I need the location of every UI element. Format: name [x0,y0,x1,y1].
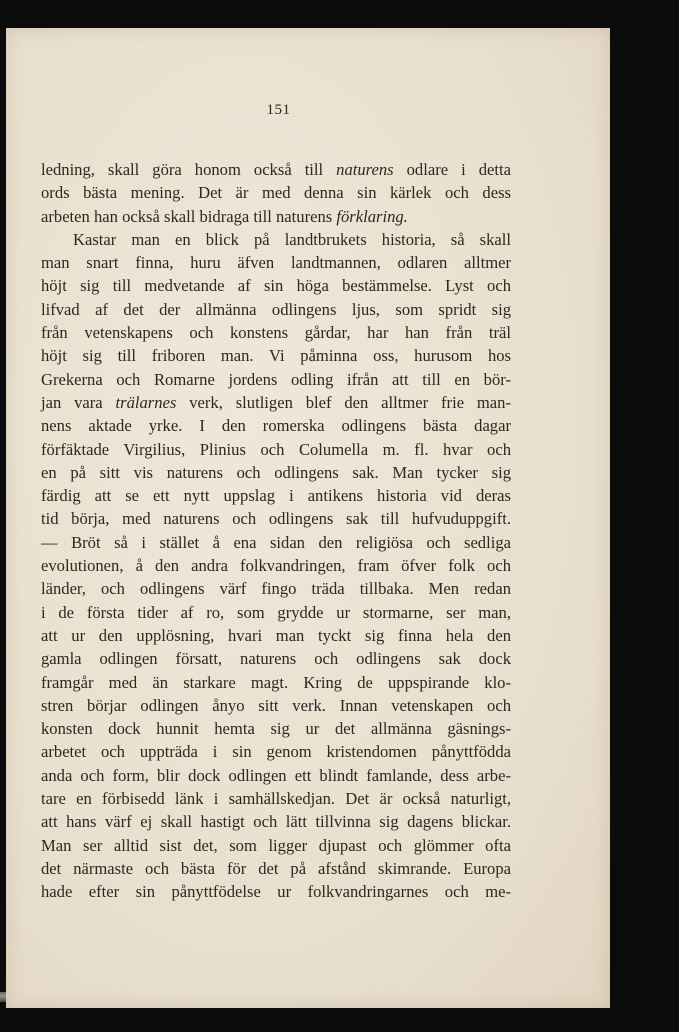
text-line [41,787,511,810]
text-segment: framgår med än starkare magt. Kring de uppspirande klo- [41,672,511,692]
text-line [41,531,511,554]
text-segment: anda och form, blir dock odlingen ett blindt famlande, dess arbe- [41,765,511,785]
text-line [41,368,511,391]
book-page [6,28,610,1008]
text-line [41,251,511,274]
text-line [41,740,511,763]
text-line [41,344,511,367]
text-segment: jan vara [41,392,116,412]
body-text [41,158,511,904]
text-line [41,438,511,461]
text-line [41,810,511,833]
italic-text: förklaring. [336,206,408,226]
text-segment: ords bästa mening. Det är med denna sin kärlek och dess [41,183,511,203]
text-segment: Grekerna och Romarne jordens odling ifrån att till en bör- [41,369,511,389]
text-segment: odlare i detta [393,160,511,179]
text-segment: verk, slutligen blef den alltmer frie man- [176,392,511,412]
text-line [41,834,511,857]
text-segment: gamla odlingen försatt, naturens och odlingens sak dock [41,649,511,669]
text-line [41,228,511,251]
text-line [41,484,511,507]
text-segment: färdig att se ett nytt uppslag i antikens historia vid deras [41,486,511,506]
text-line [41,647,511,670]
text-segment: länder, och odlingens värf fingo träda tillbaka. Men redan [41,579,511,599]
text-segment: tid börja, med naturens och odlingens sak till hufvuduppgift. [41,509,511,529]
text-segment: höjt sig till medvetande af sin höga bestämmelse. Lyst och [41,276,511,296]
text-line [41,671,511,694]
text-line [41,461,511,484]
text-segment: arbetet och uppträda i sin genom kristendomen pånyttfödda [41,742,511,762]
text-line [41,601,511,624]
text-segment: Man ser alltid sist det, som ligger djupast och glömmer ofta [41,835,511,855]
text-line [41,554,511,577]
text-segment: hade efter sin pånyttfödelse ur folkvandringarnes och me- [41,882,511,902]
text-segment: — Bröt så i stället å ena sidan den religiösa och sedliga [41,532,511,552]
text-line [41,274,511,297]
text-line [41,694,511,717]
text-line [41,507,511,530]
text-segment: förfäktade Virgilius, Plinius och Columella m. fl. hvar och [41,439,511,459]
italic-text: trälarnes [115,392,177,412]
text-segment: tare en förbisedd länk i samhällskedjan. Det är också naturligt, [41,789,511,809]
text-segment: evolutionen, å den andra folkvandringen, fram öfver folk och [41,556,511,576]
text-segment: att ur den upplösning, hvari man tyckt sig finna hela den [41,625,511,645]
italic-text: naturens [336,160,394,179]
text-segment: från vetenskapens och konstens gårdar, har han från träl [41,323,511,343]
text-line [41,298,511,321]
text-line [41,764,511,787]
text-segment: en på sitt vis naturens och odlingens sak. Man tycker sig [41,462,511,482]
text-line [41,391,511,414]
text-segment: man snart finna, huru äfven landtmannen, odlaren alltmer [41,253,511,273]
text-line [41,158,511,181]
text-segment: i de första tider af ro, som grydde ur stormarne, ser man, [41,602,511,622]
text-line [41,181,511,204]
text-line [41,717,511,740]
text-segment: arbeten han också skall bidraga till naturens [41,206,337,226]
text-segment: nens aktade yrke. I den romerska odlingens bästa dagar [41,416,511,436]
text-segment: konsten dock hunnit hemta sig ur det allmänna gäsnings- [41,719,511,739]
text-segment: stren börjar odlingen ånyo sitt verk. Innan vetenskapen och [41,695,511,715]
text-segment: att hans värf ej skall hastigt och lätt tillvinna sig dagens blickar. [41,812,511,832]
text-line [41,205,511,228]
text-line [41,624,511,647]
text-segment: lifvad af det der allmänna odlingens ljus, som spridt sig [41,299,511,319]
text-segment: ledning, skall göra honom också till [41,160,337,179]
text-line [41,577,511,600]
text-line [41,880,511,903]
text-segment: höjt sig till friboren man. Vi påminna oss, hurusom hos [41,346,511,366]
text-line [41,414,511,437]
text-segment: Kastar man en blick på landtbrukets historia, så skall [73,229,511,249]
text-line [41,857,511,880]
text-line [41,321,511,344]
page-number: 151 [266,102,291,118]
text-segment: det närmaste och bästa för det på afstånd skimrande. Europa [41,858,511,878]
